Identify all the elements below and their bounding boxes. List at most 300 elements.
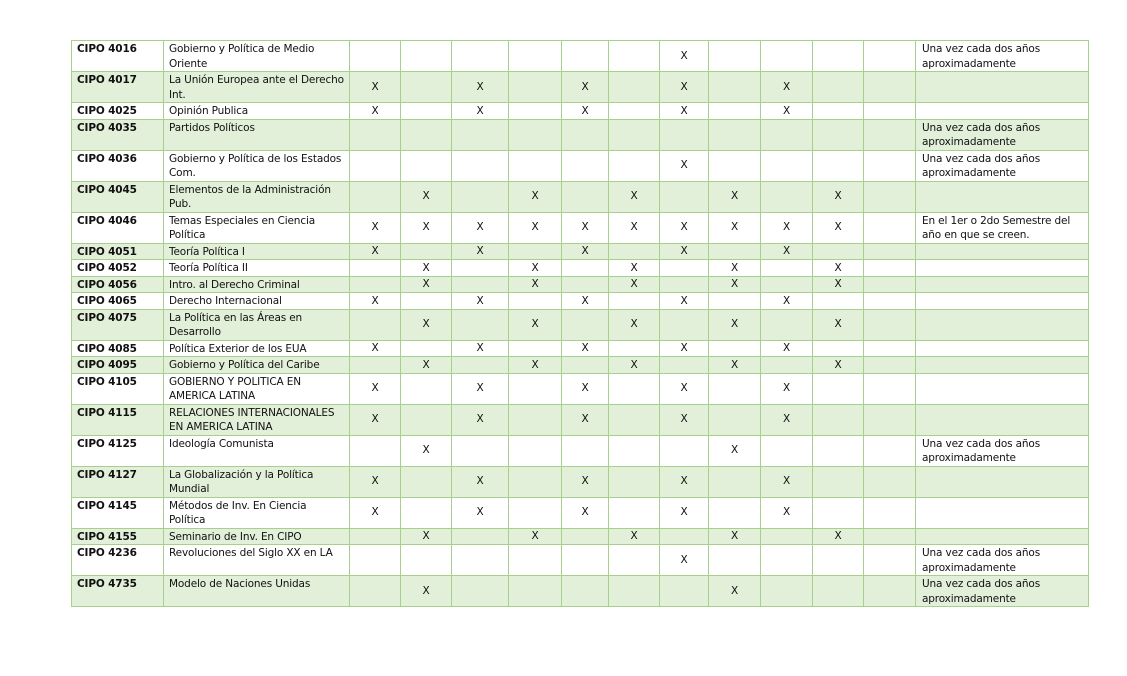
term-mark: X (452, 497, 509, 528)
term-mark: X (709, 435, 761, 466)
term-mark (401, 41, 452, 72)
table-row (72, 404, 1089, 435)
term-mark (813, 72, 864, 103)
term-mark: X (401, 435, 452, 466)
course-note (916, 243, 1089, 260)
course-note: Una vez cada dos años aproximadamente (916, 435, 1089, 466)
term-mark: X (562, 212, 609, 243)
term-mark (813, 373, 864, 404)
table-row (72, 150, 1089, 181)
table-row (72, 357, 1089, 374)
term-mark (350, 357, 401, 374)
term-mark (864, 260, 916, 277)
course-note (916, 497, 1089, 528)
term-mark: X (562, 466, 609, 497)
term-mark (864, 293, 916, 310)
course-title: Elementos de la Administración Pub. (164, 181, 350, 212)
term-mark: X (401, 576, 452, 607)
term-mark (452, 357, 509, 374)
course-title: GOBIERNO Y POLITICA EN AMERICA LATINA (164, 373, 350, 404)
term-mark (609, 340, 660, 357)
term-mark (709, 41, 761, 72)
term-mark: X (761, 212, 813, 243)
course-code: CIPO 4045 (72, 181, 164, 212)
term-mark: X (452, 212, 509, 243)
course-title: Gobierno y Política de Medio Oriente (164, 41, 350, 72)
term-mark (709, 373, 761, 404)
term-mark (609, 41, 660, 72)
term-mark (609, 545, 660, 576)
course-note: Una vez cada dos años aproximadamente (916, 576, 1089, 607)
term-mark (660, 181, 709, 212)
course-title: Revoluciones del Siglo XX en LA (164, 545, 350, 576)
term-mark (660, 260, 709, 277)
term-mark (350, 276, 401, 293)
term-mark (509, 293, 562, 310)
term-mark: X (660, 373, 709, 404)
term-mark (452, 576, 509, 607)
term-mark (509, 72, 562, 103)
term-mark: X (350, 72, 401, 103)
term-mark: X (562, 72, 609, 103)
term-mark: X (761, 243, 813, 260)
table-row (72, 435, 1089, 466)
course-code: CIPO 4017 (72, 72, 164, 103)
term-mark: X (562, 340, 609, 357)
term-mark (864, 119, 916, 150)
term-mark (401, 340, 452, 357)
table-row (72, 545, 1089, 576)
course-title: Teoría Política II (164, 260, 350, 277)
term-mark (864, 545, 916, 576)
term-mark: X (609, 260, 660, 277)
term-mark: X (660, 340, 709, 357)
term-mark: X (609, 357, 660, 374)
term-mark (761, 41, 813, 72)
term-mark: X (660, 150, 709, 181)
term-mark: X (452, 103, 509, 120)
course-code: CIPO 4127 (72, 466, 164, 497)
term-mark (813, 150, 864, 181)
course-code: CIPO 4025 (72, 103, 164, 120)
term-mark (609, 293, 660, 310)
term-mark (350, 545, 401, 576)
course-note (916, 528, 1089, 545)
term-mark (709, 150, 761, 181)
course-note (916, 373, 1089, 404)
course-code: CIPO 4016 (72, 41, 164, 72)
term-mark (401, 243, 452, 260)
term-mark (761, 309, 813, 340)
term-mark (864, 528, 916, 545)
term-mark (709, 497, 761, 528)
term-mark: X (709, 576, 761, 607)
term-mark: X (660, 545, 709, 576)
term-mark (864, 309, 916, 340)
term-mark (709, 72, 761, 103)
term-mark (452, 276, 509, 293)
term-mark (350, 528, 401, 545)
term-mark: X (452, 340, 509, 357)
term-mark (401, 373, 452, 404)
term-mark: X (401, 212, 452, 243)
course-note (916, 404, 1089, 435)
term-mark: X (509, 276, 562, 293)
term-mark (660, 309, 709, 340)
course-note (916, 466, 1089, 497)
course-note (916, 293, 1089, 310)
course-note (916, 103, 1089, 120)
course-note (916, 276, 1089, 293)
course-note (916, 72, 1089, 103)
term-mark: X (562, 373, 609, 404)
course-code: CIPO 4115 (72, 404, 164, 435)
course-title: La Política en las Áreas en Desarrollo (164, 309, 350, 340)
term-mark: X (761, 373, 813, 404)
term-mark (609, 150, 660, 181)
course-note: Una vez cada dos años aproximadamente (916, 545, 1089, 576)
course-title: Modelo de Naciones Unidas (164, 576, 350, 607)
course-title: Gobierno y Política del Caribe (164, 357, 350, 374)
course-note: Una vez cada dos años aproximadamente (916, 150, 1089, 181)
term-mark: X (509, 181, 562, 212)
term-mark (709, 466, 761, 497)
table-row (72, 293, 1089, 310)
term-mark (350, 260, 401, 277)
course-title: RELACIONES INTERNACIONALES EN AMERICA LATINA (164, 404, 350, 435)
term-mark: X (660, 293, 709, 310)
course-title: Política Exterior de los EUA (164, 340, 350, 357)
term-mark: X (350, 212, 401, 243)
course-code: CIPO 4052 (72, 260, 164, 277)
course-title: Gobierno y Política de los Estados Com. (164, 150, 350, 181)
term-mark: X (761, 466, 813, 497)
term-mark (509, 103, 562, 120)
term-mark (401, 119, 452, 150)
course-rows (72, 41, 1089, 607)
term-mark (452, 309, 509, 340)
term-mark (609, 576, 660, 607)
term-mark: X (761, 497, 813, 528)
term-mark: X (401, 528, 452, 545)
term-mark (562, 276, 609, 293)
term-mark: X (660, 404, 709, 435)
course-title: Métodos de Inv. En Ciencia Política (164, 497, 350, 528)
term-mark (509, 497, 562, 528)
course-title: Ideología Comunista (164, 435, 350, 466)
term-mark: X (509, 260, 562, 277)
table-row (72, 497, 1089, 528)
term-mark (864, 340, 916, 357)
term-mark (562, 545, 609, 576)
term-mark (813, 293, 864, 310)
term-mark: X (813, 357, 864, 374)
term-mark (401, 497, 452, 528)
term-mark: X (709, 260, 761, 277)
term-mark (509, 404, 562, 435)
term-mark (401, 150, 452, 181)
term-mark (452, 528, 509, 545)
table-row (72, 576, 1089, 607)
term-mark (562, 119, 609, 150)
term-mark: X (813, 181, 864, 212)
term-mark (509, 340, 562, 357)
table-row (72, 119, 1089, 150)
term-mark: X (709, 357, 761, 374)
term-mark (452, 119, 509, 150)
course-code: CIPO 4145 (72, 497, 164, 528)
term-mark: X (509, 309, 562, 340)
course-code: CIPO 4085 (72, 340, 164, 357)
term-mark (509, 150, 562, 181)
term-mark (452, 181, 509, 212)
term-mark: X (709, 528, 761, 545)
term-mark (761, 528, 813, 545)
term-mark (562, 576, 609, 607)
term-mark: X (452, 373, 509, 404)
term-mark (562, 260, 609, 277)
term-mark: X (350, 243, 401, 260)
term-mark: X (660, 243, 709, 260)
term-mark: X (609, 181, 660, 212)
table-row (72, 181, 1089, 212)
term-mark (609, 466, 660, 497)
term-mark (350, 576, 401, 607)
term-mark (761, 150, 813, 181)
course-code: CIPO 4095 (72, 357, 164, 374)
term-mark (761, 276, 813, 293)
course-title: Intro. al Derecho Criminal (164, 276, 350, 293)
term-mark (864, 103, 916, 120)
term-mark: X (509, 212, 562, 243)
term-mark (660, 119, 709, 150)
term-mark: X (813, 528, 864, 545)
term-mark: X (660, 497, 709, 528)
term-mark (562, 357, 609, 374)
term-mark (609, 243, 660, 260)
term-mark: X (609, 309, 660, 340)
term-mark (350, 150, 401, 181)
course-title: Partidos Políticos (164, 119, 350, 150)
term-mark (452, 260, 509, 277)
term-mark (709, 293, 761, 310)
term-mark (509, 243, 562, 260)
term-mark (609, 404, 660, 435)
course-code: CIPO 4046 (72, 212, 164, 243)
term-mark (813, 404, 864, 435)
term-mark: X (562, 103, 609, 120)
term-mark: X (660, 212, 709, 243)
term-mark (864, 243, 916, 260)
term-mark (401, 103, 452, 120)
term-mark (709, 119, 761, 150)
term-mark (761, 357, 813, 374)
term-mark: X (660, 466, 709, 497)
course-note (916, 260, 1089, 277)
course-title: Teoría Política I (164, 243, 350, 260)
term-mark (864, 404, 916, 435)
term-mark: X (709, 181, 761, 212)
term-mark (509, 41, 562, 72)
term-mark: X (609, 212, 660, 243)
table-row (72, 243, 1089, 260)
term-mark (452, 545, 509, 576)
term-mark (660, 528, 709, 545)
course-code: CIPO 4735 (72, 576, 164, 607)
term-mark (864, 576, 916, 607)
course-code: CIPO 4065 (72, 293, 164, 310)
term-mark (660, 576, 709, 607)
term-mark: X (761, 293, 813, 310)
term-mark: X (709, 276, 761, 293)
term-mark (509, 545, 562, 576)
term-mark (609, 435, 660, 466)
course-note: Una vez cada dos años aproximadamente (916, 41, 1089, 72)
term-mark (864, 435, 916, 466)
term-mark (660, 357, 709, 374)
term-mark (509, 576, 562, 607)
term-mark (813, 497, 864, 528)
term-mark (864, 276, 916, 293)
term-mark: X (350, 404, 401, 435)
term-mark: X (761, 103, 813, 120)
term-mark: X (761, 72, 813, 103)
course-code: CIPO 4035 (72, 119, 164, 150)
table-row (72, 309, 1089, 340)
term-mark: X (609, 528, 660, 545)
term-mark (864, 497, 916, 528)
table-row (72, 340, 1089, 357)
term-mark (609, 103, 660, 120)
term-mark: X (509, 528, 562, 545)
table-row (72, 103, 1089, 120)
term-mark (350, 181, 401, 212)
course-note (916, 309, 1089, 340)
term-mark (562, 41, 609, 72)
term-mark (562, 150, 609, 181)
term-mark: X (350, 497, 401, 528)
term-mark (609, 373, 660, 404)
term-mark (709, 243, 761, 260)
term-mark (401, 404, 452, 435)
term-mark (813, 340, 864, 357)
term-mark: X (761, 404, 813, 435)
term-mark: X (401, 260, 452, 277)
table-row (72, 528, 1089, 545)
table-row (72, 41, 1089, 72)
course-code: CIPO 4105 (72, 373, 164, 404)
term-mark: X (562, 243, 609, 260)
term-mark (452, 435, 509, 466)
term-mark (562, 435, 609, 466)
term-mark (813, 103, 864, 120)
course-title: Temas Especiales en Ciencia Política (164, 212, 350, 243)
term-mark (864, 181, 916, 212)
course-title: Seminario de Inv. En CIPO (164, 528, 350, 545)
term-mark: X (660, 103, 709, 120)
term-mark (813, 243, 864, 260)
term-mark: X (350, 466, 401, 497)
course-note: En el 1er o 2do Semestre del año en que se creen. (916, 212, 1089, 243)
term-mark (761, 119, 813, 150)
term-mark: X (350, 103, 401, 120)
term-mark (864, 41, 916, 72)
term-mark (401, 545, 452, 576)
term-mark (761, 260, 813, 277)
term-mark: X (452, 243, 509, 260)
term-mark: X (509, 357, 562, 374)
term-mark (813, 41, 864, 72)
term-mark (509, 466, 562, 497)
term-mark: X (401, 309, 452, 340)
term-mark (813, 119, 864, 150)
term-mark (401, 72, 452, 103)
term-mark (813, 466, 864, 497)
term-mark (813, 576, 864, 607)
term-mark (609, 72, 660, 103)
term-mark (813, 435, 864, 466)
term-mark (452, 41, 509, 72)
course-offering-table (71, 40, 1089, 607)
term-mark (761, 435, 813, 466)
term-mark: X (709, 309, 761, 340)
term-mark (813, 545, 864, 576)
term-mark (709, 545, 761, 576)
term-mark: X (401, 276, 452, 293)
term-mark: X (709, 212, 761, 243)
term-mark: X (452, 293, 509, 310)
course-note (916, 340, 1089, 357)
term-mark (350, 119, 401, 150)
course-note (916, 357, 1089, 374)
term-mark: X (813, 276, 864, 293)
term-mark (452, 150, 509, 181)
course-code: CIPO 4036 (72, 150, 164, 181)
term-mark: X (660, 72, 709, 103)
course-code: CIPO 4075 (72, 309, 164, 340)
term-mark (709, 404, 761, 435)
term-mark: X (452, 72, 509, 103)
term-mark (350, 435, 401, 466)
term-mark (709, 340, 761, 357)
term-mark: X (562, 404, 609, 435)
course-code: CIPO 4155 (72, 528, 164, 545)
table-row (72, 276, 1089, 293)
term-mark (864, 373, 916, 404)
table-row (72, 212, 1089, 243)
term-mark (401, 466, 452, 497)
term-mark (562, 309, 609, 340)
term-mark: X (761, 340, 813, 357)
term-mark (350, 41, 401, 72)
term-mark: X (452, 466, 509, 497)
term-mark (864, 212, 916, 243)
term-mark: X (813, 260, 864, 277)
course-code: CIPO 4236 (72, 545, 164, 576)
term-mark (761, 576, 813, 607)
term-mark (562, 528, 609, 545)
course-note (916, 181, 1089, 212)
table-row (72, 373, 1089, 404)
course-title: Opinión Publica (164, 103, 350, 120)
term-mark (660, 276, 709, 293)
course-title: La Unión Europea ante el Derecho Int. (164, 72, 350, 103)
term-mark (864, 466, 916, 497)
term-mark: X (562, 497, 609, 528)
course-note: Una vez cada dos años aproximadamente (916, 119, 1089, 150)
course-title: Derecho Internacional (164, 293, 350, 310)
term-mark (562, 181, 609, 212)
